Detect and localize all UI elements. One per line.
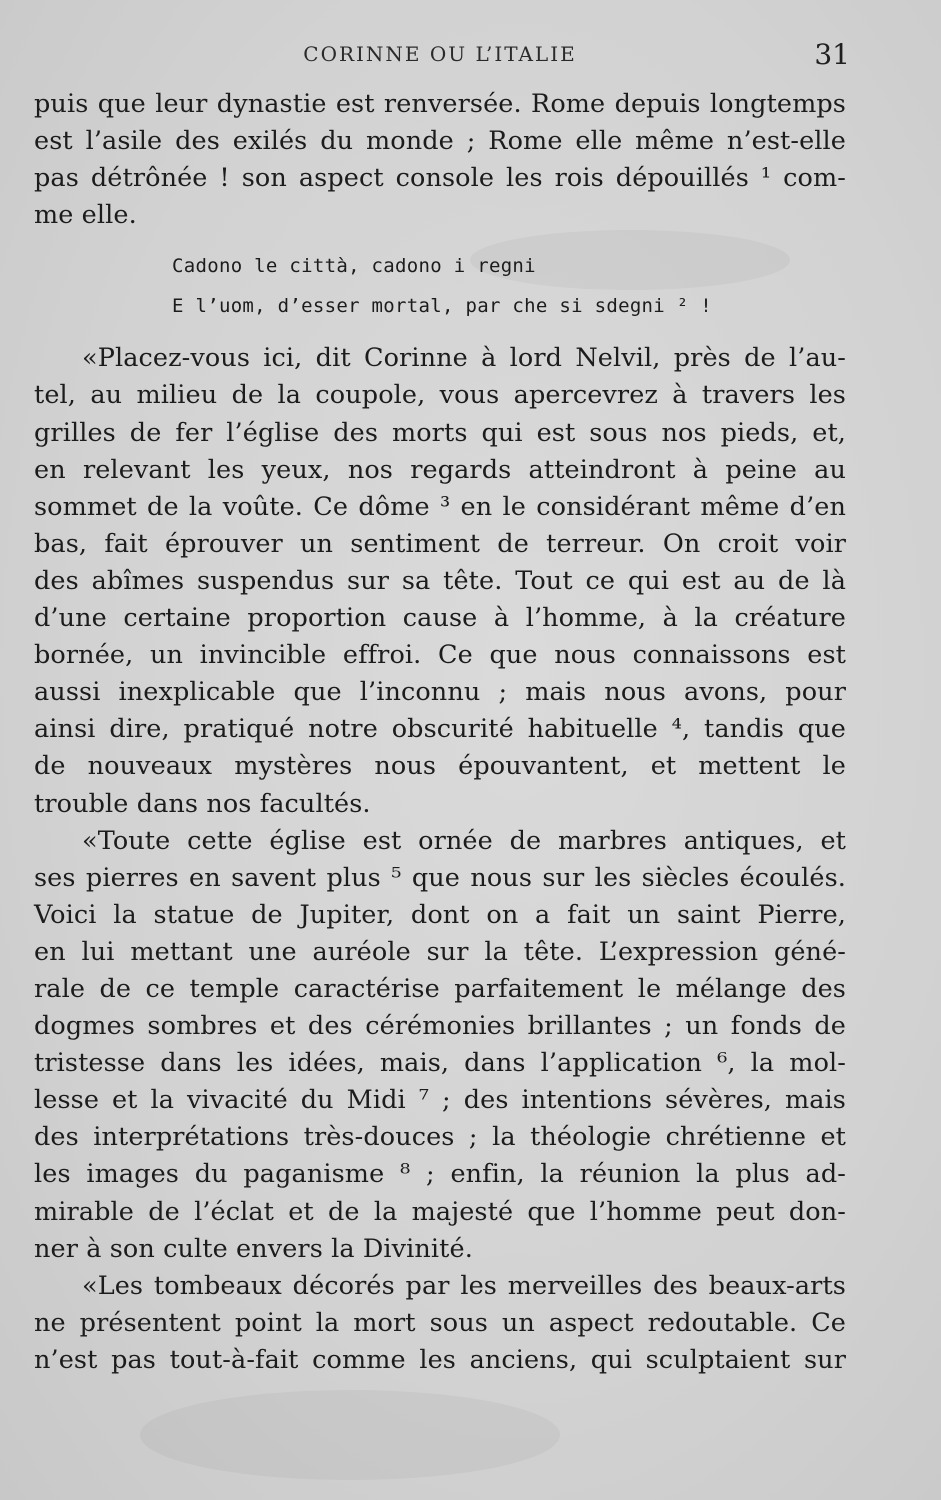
text-line: ner à son culte envers la Divinité. <box>34 1233 473 1264</box>
text-line: bas, fait éprouver un sentiment de terreur. On croit voir <box>34 528 846 559</box>
paragraph <box>34 340 846 822</box>
text-line: aussi inexplicable que l’inconnu ; mais nous avons, pour <box>34 677 846 708</box>
paper-stain <box>140 1390 560 1480</box>
text-line: en relevant les yeux, nos regards atteindront à peine au <box>34 454 846 485</box>
text-line: pas détrônée ! son aspect console les rois dépouillés ¹ com- <box>34 163 846 194</box>
text-line: tristesse dans les idées, mais, dans l’application ⁶, la mol- <box>34 1048 846 1079</box>
text-line: ne présentent point la mort sous un aspect redoutable. Ce <box>34 1307 846 1338</box>
text-line: Voici la statue de Jupiter, dont on a fait un saint Pierre, <box>34 899 846 930</box>
text-line: lesse et la vivacité du Midi ⁷ ; des intentions sévères, mais <box>34 1085 846 1116</box>
text-line: ainsi dire, pratiqué notre obscurité habituelle ⁴, tandis que <box>34 714 846 745</box>
text-line: en lui mettant une auréole sur la tête. L’expression géné- <box>34 936 846 967</box>
text-line: grilles de fer l’église des morts qui est sous nos pieds, et, <box>34 417 846 448</box>
text-line: mirable de l’éclat et de la majesté que l’homme peut don- <box>34 1196 846 1227</box>
text-line: n’est pas tout-à-fait comme les anciens, qui sculptaient sur <box>34 1344 846 1375</box>
page-number: 31 <box>814 38 850 71</box>
paragraph <box>34 823 846 1268</box>
text-line: est l’asile des exilés du monde ; Rome elle même n’est-elle <box>34 126 846 157</box>
text-line: de nouveaux mystères nous épouvantent, et mettent le <box>34 751 846 782</box>
text-line: d’une certaine proportion cause à l’homme, à la créature <box>34 603 846 634</box>
paragraph <box>34 1268 846 1379</box>
text-line: les images du paganisme ⁸ ; enfin, la réunion la plus ad- <box>34 1159 846 1190</box>
text-line: «Toute cette église est ornée de marbres antiques, et <box>82 825 846 856</box>
text-line: tel, au milieu de la coupole, vous apercevrez à travers les <box>34 380 846 411</box>
text-line: «Les tombeaux décorés par les merveilles des beaux-arts <box>82 1270 846 1301</box>
text-line: bornée, un invincible effroi. Ce que nous connaissons est <box>34 640 846 671</box>
verse-quotation <box>34 246 846 326</box>
text-line: me elle. <box>34 200 137 231</box>
text-block <box>34 86 846 1379</box>
verse-line: Cadono le città, cadono i regni <box>172 255 536 278</box>
paragraph-continued <box>34 86 846 234</box>
text-line: trouble dans nos facultés. <box>34 788 371 819</box>
running-title: CORINNE OU L’ITALIE <box>303 42 577 66</box>
text-line: puis que leur dynastie est renversée. Rome depuis longtemps <box>34 89 846 119</box>
text-line: sommet de la voûte. Ce dôme ³ en le considérant même d’en <box>34 491 846 522</box>
text-line: rale de ce temple caractérise parfaitement le mélange des <box>34 973 846 1004</box>
text-line: dogmes sombres et des cérémonies brillantes ; un fonds de <box>34 1011 846 1042</box>
text-line: des interprétations très-douces ; la théologie chrétienne et <box>34 1122 846 1153</box>
text-line: ses pierres en savent plus ⁵ que nous sur les siècles écoulés. <box>34 862 846 893</box>
verse-line: E l’uom, d’esser mortal, par che si sdegni ² ! <box>172 295 712 318</box>
text-line: «Placez-vous ici, dit Corinne à lord Nelvil, près de l’au- <box>82 343 846 374</box>
page-header <box>30 38 850 72</box>
text-line: des abîmes suspendus sur sa tête. Tout ce qui est au de là <box>34 565 846 596</box>
